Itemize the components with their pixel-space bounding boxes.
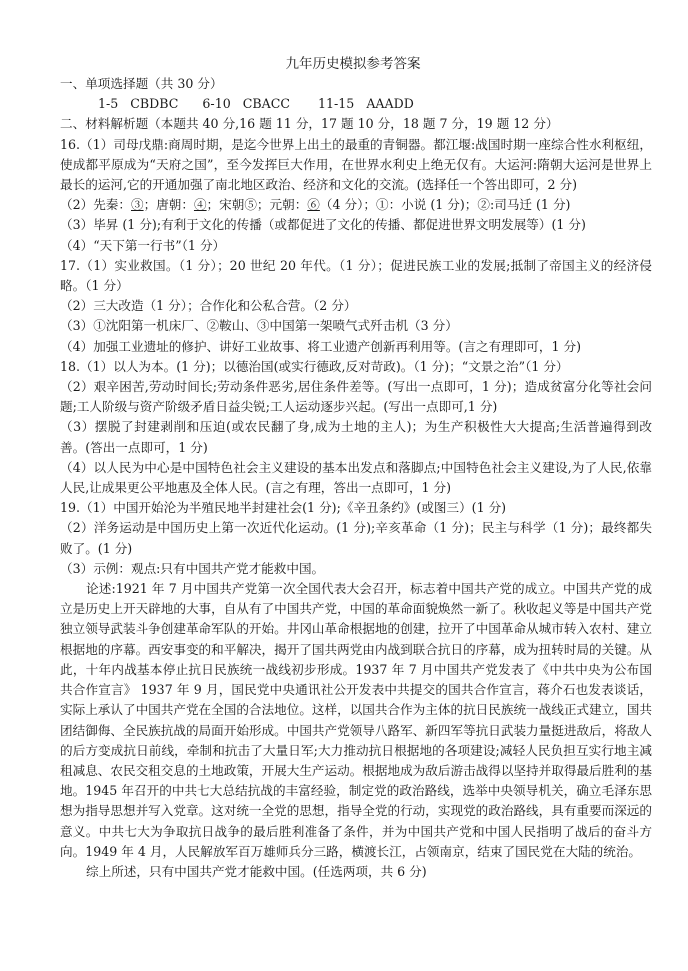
q16-answer-pre-qin: ③: [130, 197, 144, 213]
q17-part2: （2）三大改造（1 分）；合作化和公私合营。（2 分）: [60, 298, 357, 314]
q18-part4: （4）以人民为中心是中国特色社会主义建设的基本出发点和落脚点;中国特色社会主义建设,为了人民,依靠人民,让成果更公平地惠及全体人民。(言之有理，答出一点即可，1 分): [60, 459, 652, 496]
section2-heading: 二、材料解析题（本题共 40 分,16 题 11 分，17 题 10 分，18 题 7 分，19 题 12 分）: [60, 116, 559, 132]
section1-answers: 1-5 CBDBC 6-10 CBACC 11-15 AAADD: [98, 96, 414, 112]
q16-part2-g: ；元朝：: [256, 197, 308, 213]
q16-answer-song: ⑤: [244, 197, 257, 213]
document-title: 九年历史模拟参考答案: [285, 56, 421, 72]
q18-part1: 18.（1）以人为本。(1 分)；以德治国(或实行德政,反对苛政)。（1 分)；“文景之治”（1 分）: [60, 358, 569, 374]
q19-conclusion: 综上所述，只有中国共产党才能救中国。(任选两项，共 6 分): [86, 863, 427, 879]
q19-part3: （3）示例：观点:只有中国共产党才能救中国。: [60, 560, 325, 576]
q17-part4: （4）加强工业遗址的修护、讲好工业故事、将工业遗产创新再利用等。(言之有理即可，1 分): [60, 338, 582, 354]
q17-part1: 17.（1）实业救国。（1 分）；20 世纪 20 年代。（1 分）；促进民族工业的发展;抵制了帝国主义的经济侵略。（1 分）: [60, 257, 652, 294]
q16-answer-yuan: ⑥: [307, 197, 320, 213]
q18-part3: （3）摆脱了封建剥削和压迫(或农民翻了身,成为土地的主人)；为生产积极性大大提高;生活普遍得到改善。(答出一点即可，1 分): [60, 419, 652, 455]
q16-part4: （4）“天下第一行书”（1 分）: [60, 237, 226, 253]
q19-essay: 论述:1921 年 7 月中国共产党第一次全国代表大会召开，标志着中国共产党的成立。中国共产党的成立是历史上开天辟地的大事，自从有了中国共产党，中国的革命面貌焕然一新了。秋收起义等是中国共产党独立领导武装斗争创建革命军队的开始。井冈山革命根据地的创建，拉开了中国革命从城市转入农村、建立根据地的序幕。西安事变的和平解决，揭开了国共两党由内战到联合抗日的序幕，成为扭转时局的关键。从此，十年内战基本停止抗日民族统一战线初步形成。1937 年 7 月中国共产党发表了《中共中央为公布国共合作宣言》 1937 年 9 月，国民党中央通讯社公开发表中共提交的国共合作宣言，蒋介石也发表谈话，实际上承认了中国共产党在全国的合法地位。这样，以国共合作为主体的抗日民族统一战线正式建立，国共团结御侮、全民族抗战的局面开始形成。中国共产党领导八路军、新四军等抗日武装力量挺进敌后，将敌人的后方变成抗日前线，牵制和抗击了大量日军;大力推动抗日根据地的各项建设;减轻人民负担互实行地主减租减息、农民交租交息的土地政策，开展大生产运动。根据地成为敌后游击战得以坚持并取得最后胜利的基地。1945 年召开的中共七大总结抗战的丰富经验，制定党的政治路线，选举中央领导机关，确立毛泽东思想为指导思想并写入党章。这对统一全党的思想，指导全党的行动，实现党的政治路线，具有重要而深远的意义。中共七大为争取抗日战争的最后胜利准备了条件，并为中国共产党和中国人民指明了战后的奋斗方向。1949 年 4 月，人民解放军百万雄师兵分三路，横渡长江，占领南京，结束了国民党在大陆的统治。: [60, 581, 652, 859]
q16-part2-c: ；唐朝：: [143, 197, 194, 213]
q18-part2: （2）艰辛困苦,劳动时间长;劳动条件恶劣,居住条件差等。(写出一点即可，1 分)；造成贫富分化等社会问题;工人阶级与资产阶级矛盾日益尖锐;工人运动逐步兴起。(写出一点即可,1 分): [60, 379, 652, 415]
q16-part1: 16.（1）司母戊鼎:商周时期，是迄今世界上出土的最重的青铜器。都江堰:战国时期一座综合性水利枢纽，使成都平原成为“天府之国”，至今发挥巨大作用，在世界水利史上绝无仅有。大运河:隋朝大运河是世界上最长的运河,它的开通加强了南北地区政治、经济和文化的交流。(选择任一个答出即可，2 分): [60, 136, 652, 193]
q16-part2-i: （4 分）；①：小说 (1 分)；②:司马迁 (1 分): [319, 197, 571, 213]
q19-part2: （2）洋务运动是中国历史上第一次近代化运动。(1 分);辛亥革命（1 分)；民主与科学（1 分)；最终都失败了。(1 分): [60, 520, 652, 556]
q16-part2: [60, 195, 652, 215]
q16-part2-e: ；宋朝: [206, 197, 245, 213]
q17-part3: （3）①沈阳第一机床厂、②鞍山、③中国第一架喷气式歼击机（3 分）: [60, 318, 458, 334]
q19-part1: 19.（1）中国开始沦为半殖民地半封建社会(1 分);《辛丑条约》(或图三）(1 分): [60, 500, 507, 516]
q16-part3: （3）毕昇 (1 分);有利于文化的传播（或都促进了文化的传播、都促进世界文明发展等）(1 分): [60, 217, 586, 233]
section1-heading: 一、单项选择题（共 30 分）: [60, 76, 223, 91]
q16-answer-tang: ④: [193, 197, 207, 213]
q16-part2-a: （2）先秦：: [60, 197, 131, 213]
